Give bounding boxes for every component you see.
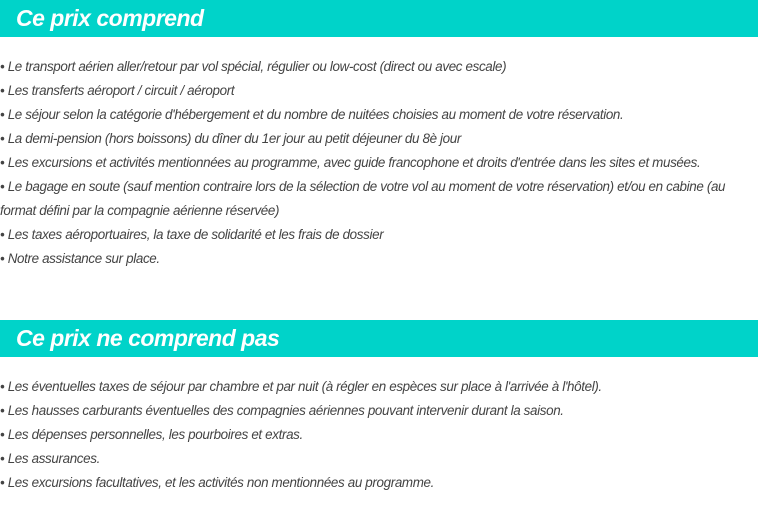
list-item: • La demi-pension (hors boissons) du dîner du 1er jour au petit déjeuner du 8è jour: [0, 131, 461, 146]
excluded-list: [0, 375, 758, 495]
list-item: • Le séjour selon la catégorie d'hébergement et du nombre de nuitées choisies au moment de votre réservation.: [0, 107, 624, 122]
list-item: • Les taxes aéroportuaires, la taxe de solidarité et les frais de dossier: [0, 227, 384, 242]
excluded-section: [0, 320, 758, 495]
excluded-heading: Ce prix ne comprend pas: [0, 320, 758, 357]
list-item: • Le bagage en soute (sauf mention contraire lors de la sélection de votre vol au moment de votre réservation) et/ou en cabine (au format défini par la compagnie aérienne réservée): [0, 179, 726, 218]
included-list: [0, 55, 758, 271]
list-item: • Les hausses carburants éventuelles des compagnies aériennes pouvant intervenir durant la saison.: [0, 403, 564, 418]
list-item: • Les excursions facultatives, et les activités non mentionnées au programme.: [0, 475, 434, 490]
list-item: • Les assurances.: [0, 451, 100, 466]
list-item: • Les excursions et activités mentionnées au programme, avec guide francophone et droits d'entrée dans les sites et musées.: [0, 155, 701, 170]
list-item: • Les éventuelles taxes de séjour par chambre et par nuit (à régler en espèces sur place à l'arrivée à l'hôtel).: [0, 379, 602, 394]
included-heading: Ce prix comprend: [0, 0, 758, 37]
list-item: • Le transport aérien aller/retour par vol spécial, régulier ou low-cost (direct ou avec escale): [0, 59, 507, 74]
list-item: • Les transferts aéroport / circuit / aéroport: [0, 83, 235, 98]
list-item: • Les dépenses personnelles, les pourboires et extras.: [0, 427, 303, 442]
list-item: • Notre assistance sur place.: [0, 251, 160, 266]
